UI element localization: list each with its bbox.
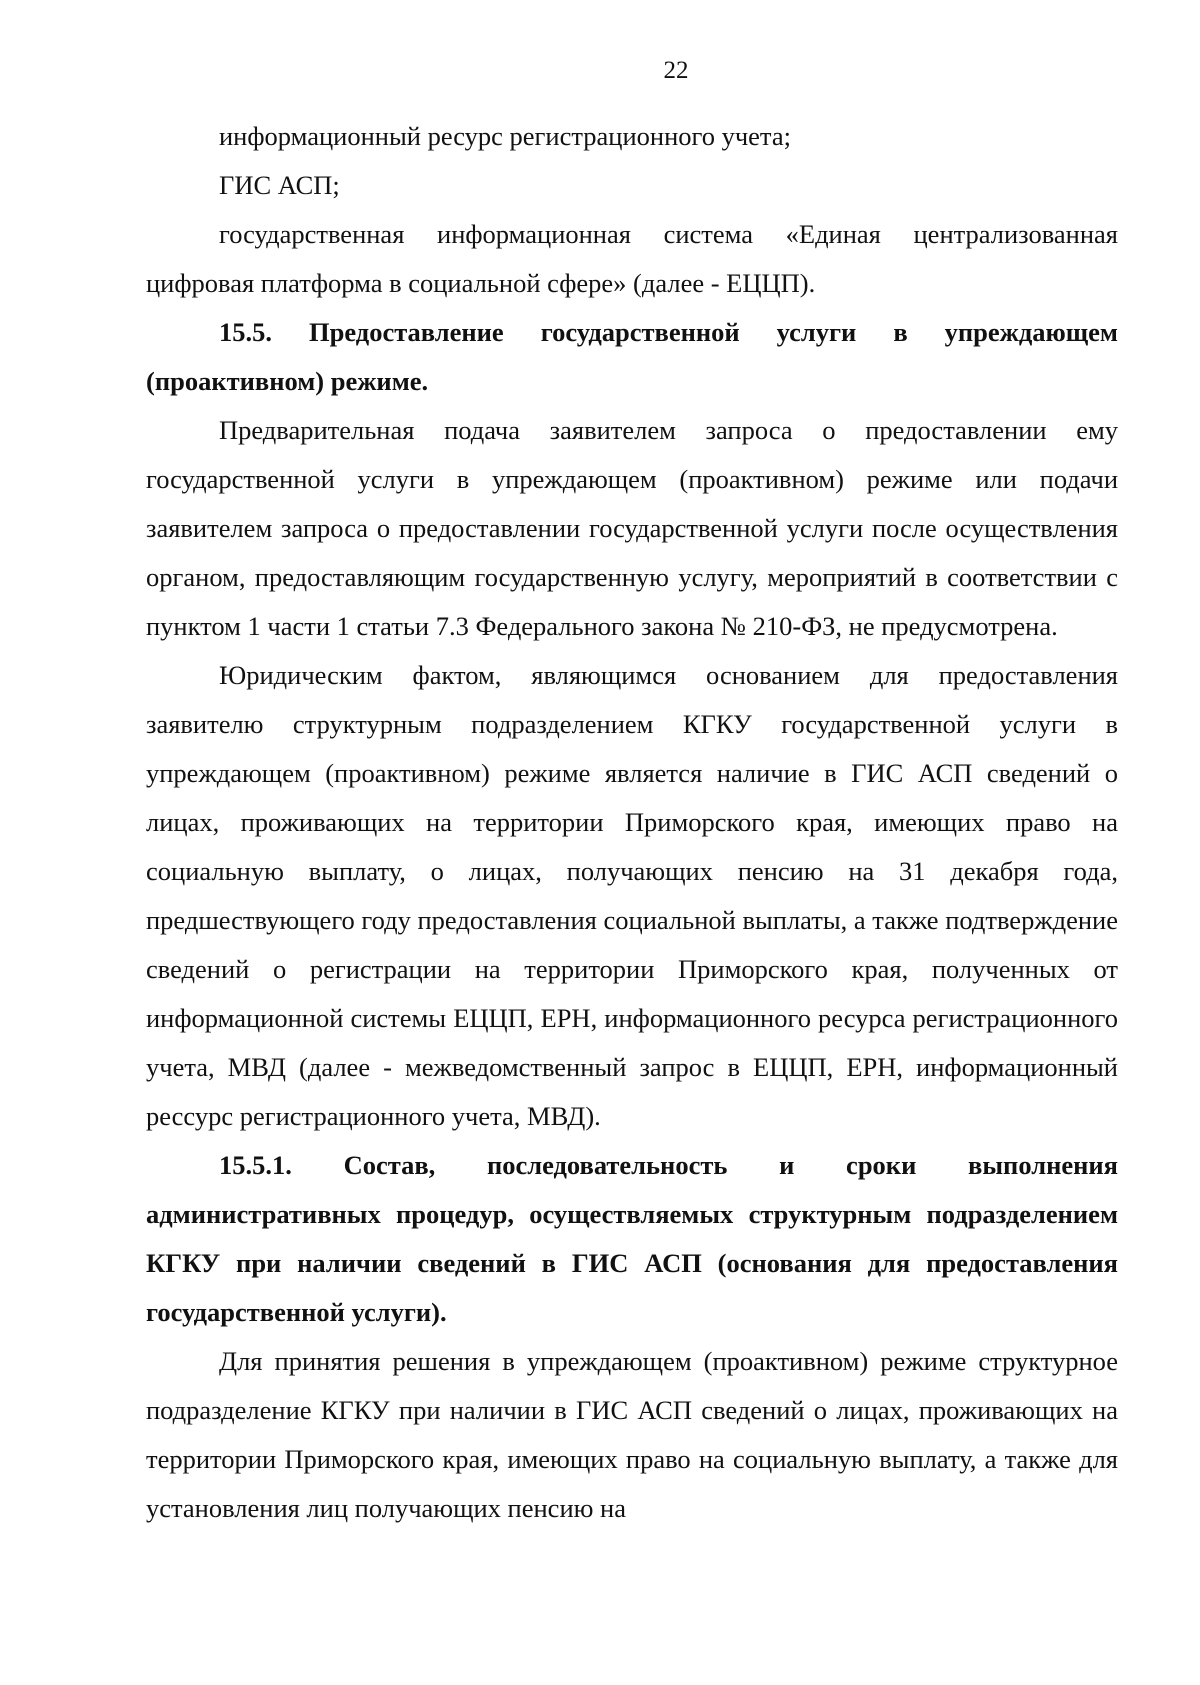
page-number: 22 <box>663 57 689 84</box>
paragraph-decision-making: Для принятия решения в упреждающем (проактивном) режиме структурное подразделение КГКУ при наличии в ГИС АСП сведений о лицах, проживающих на территории Приморского края, имеющих право на социальную выплату, а также для установления лиц получающих пенсию на <box>146 1346 1118 1523</box>
paragraph-preliminary-request: Предварительная подача заявителем запроса о предоставлении ему государственной услуги в упреждающем (проактивном) режиме или подачи заявителем запроса о предоставлении государственной услуги после осуществления органом, предоставляющим государственную услугу, мероприятий в соответствии с пунктом 1 части 1 статьи 7.3 Федерального закона № 210-ФЗ, не предусмотрена. <box>146 415 1118 641</box>
paragraph-legal-fact: Юридическим фактом, являющимся основанием для предоставления заявителю структурным подразделением КГКУ государственной услуги в упреждающем (проактивном) режиме является наличие в ГИС АСП сведений о лицах, проживающих на территории Приморского края, имеющих право на социальную выплату, о лицах, получающих пенсию на 31 декабря года, предшествующего году предоставления социальной выплаты, а также подтверждение сведений о регистрации на территории Приморского края, полученных от информационной системы ЕЦЦП, ЕРН, информационного ресурса регистрационного учета, МВД (далее - межведомственный запрос в ЕЦЦП, ЕРН, информационный рессурс регистрационного учета, МВД). <box>146 660 1118 1131</box>
paragraph-gis-asp: ГИС АСП; <box>219 170 340 200</box>
paragraph-eccp-system: государственная информационная система «Единая централизованная цифровая платформа в социальной сфере» (далее - ЕЦЦП). <box>146 219 1118 298</box>
section-heading-15-5: 15.5. Предоставление государственной услуги в упреждающем (проактивном) режиме. <box>146 317 1118 396</box>
document-body <box>146 112 1118 1533</box>
paragraph-info-resource: информационный ресурс регистрационного учета; <box>219 121 791 151</box>
section-heading-15-5-1: 15.5.1. Состав, последовательность и сроки выполнения административных процедур, осуществляемых структурным подразделением КГКУ при наличии сведений в ГИС АСП (основания для предоставления государственной услуги). <box>146 1150 1118 1327</box>
